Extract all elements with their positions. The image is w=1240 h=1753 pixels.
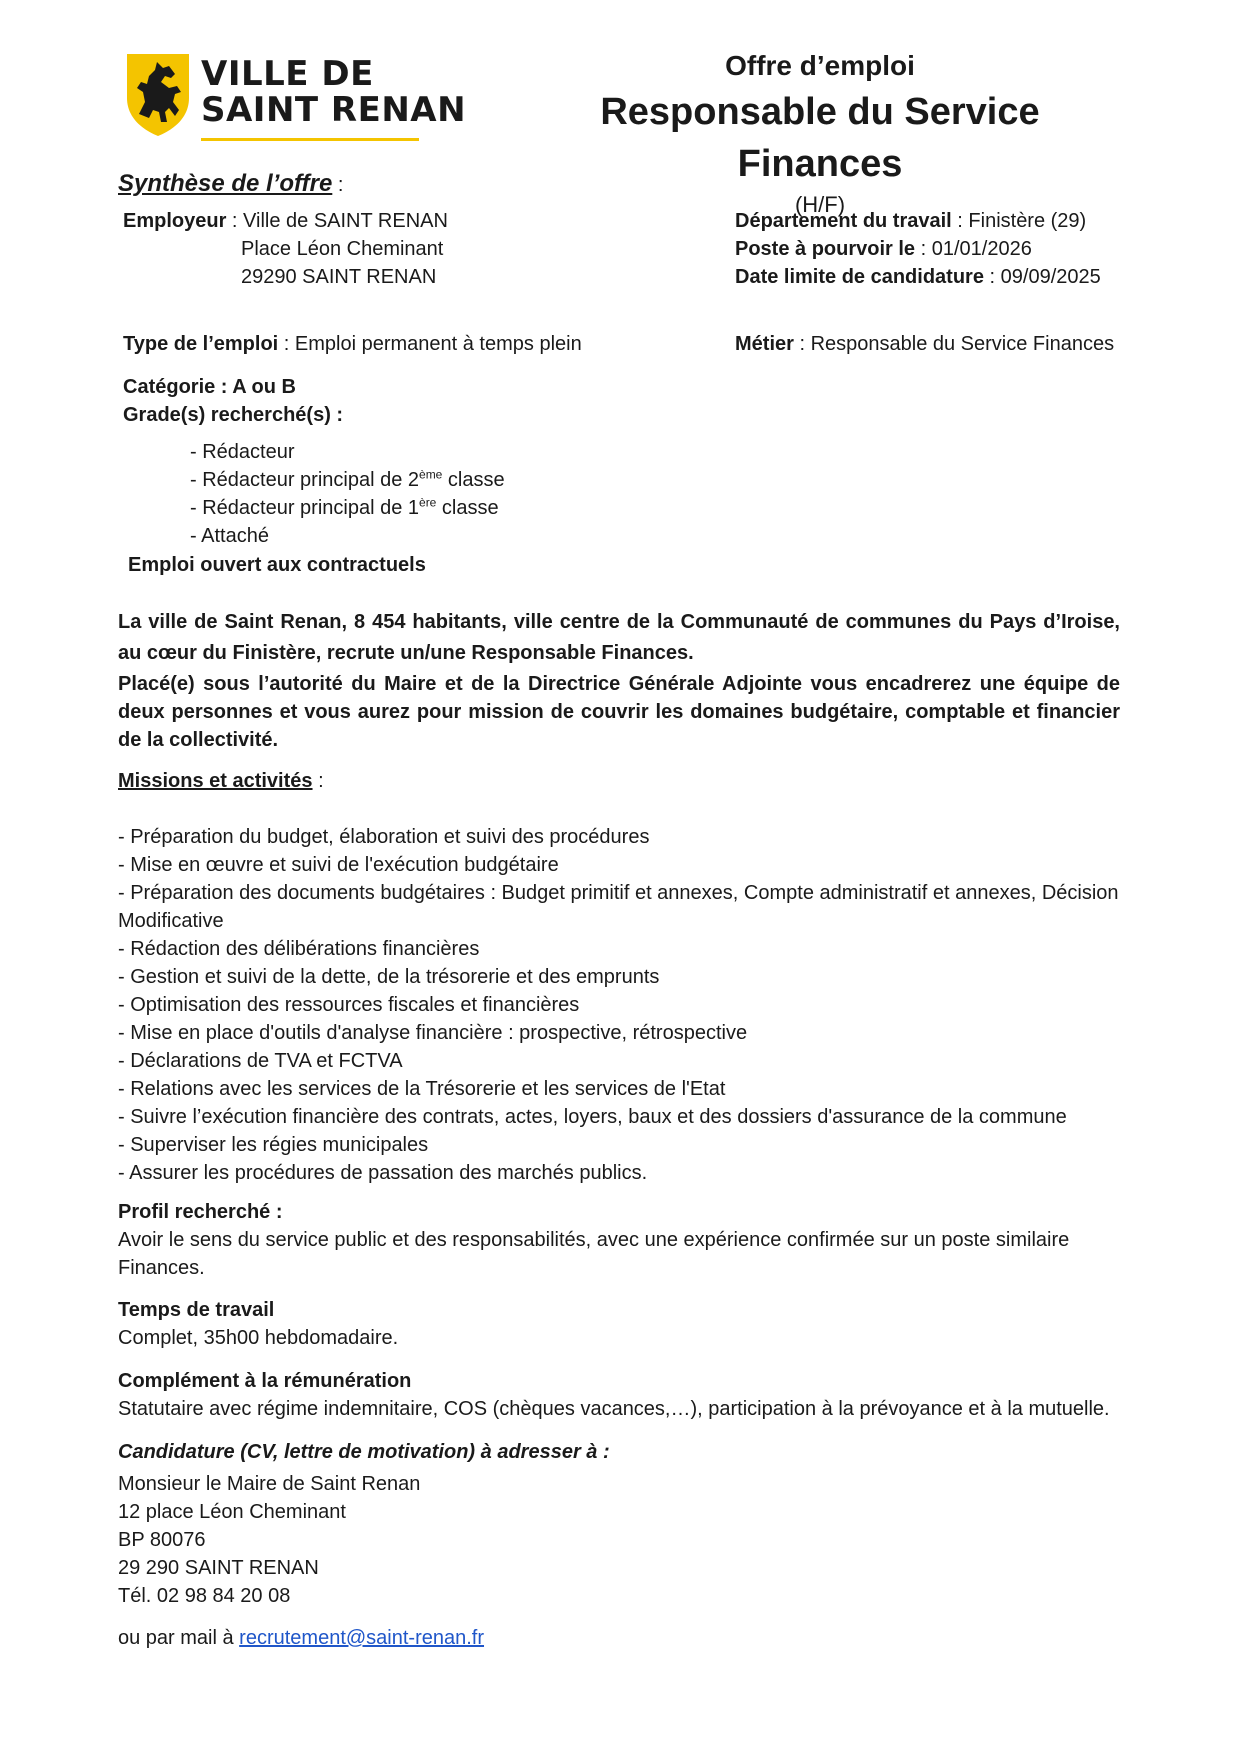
job-type-label: Type de l’emploi (123, 333, 279, 355)
offer-label: Offre d’emploi (725, 50, 915, 81)
logo-underline (201, 138, 419, 141)
mission-item: - Mise en place d'outils d'analyse financière : prospective, rétrospective (118, 1022, 748, 1044)
grade-text: classe (436, 497, 499, 519)
email-link[interactable]: recrutement@saint-renan.fr (239, 1627, 485, 1649)
profil-text: Avoir le sens du service public et des responsabilités, avec une expérience confirmée sur un poste similaire Finances. (118, 1229, 1070, 1279)
remuneration-text: Statutaire avec régime indemnitaire, COS (chèques vacances,…), participation à la prévoyance et à la mutuelle. (118, 1398, 1110, 1420)
mission-item: - Rédaction des délibérations financières (118, 938, 480, 960)
candidature-line: Tél. 02 98 84 20 08 (118, 1585, 291, 1607)
contractuels-note: Emploi ouvert aux contractuels (128, 554, 426, 576)
grade-item: - Attaché (190, 525, 269, 547)
grade-sup: ème (419, 467, 443, 482)
mission-item: - Assurer les procédures de passation des marchés publics. (118, 1162, 648, 1184)
employer-row (123, 207, 448, 235)
horse-shield-icon (125, 52, 191, 138)
mail-prefix: ou par mail à (118, 1627, 240, 1649)
department-label: Département du travail (735, 210, 952, 232)
mission-item: - Relations avec les services de la Trésorerie et les services de l'Etat (118, 1078, 726, 1100)
mission-item: - Optimisation des ressources fiscales et financières (118, 994, 580, 1016)
worktime-title: Temps de travail (118, 1299, 275, 1321)
logo-line-2: SAINT RENAN (201, 90, 467, 130)
candidature-line: Monsieur le Maire de Saint Renan (118, 1473, 421, 1495)
metier-label: Métier (735, 333, 794, 355)
department-row (735, 207, 1086, 235)
remuneration-title: Complément à la rémunération (118, 1370, 412, 1392)
missions-list (118, 823, 1128, 1187)
job-type-value: : Emploi permanent à temps plein (278, 333, 582, 355)
synthese-heading (118, 168, 343, 201)
employer-sep: : (226, 210, 244, 232)
intro-paragraph-2: Placé(e) sous l’autorité du Maire et de la Directrice Générale Adjointe vous encadrerez une équipe de deux personnes et vous aurez pour mission de couvrir les domaines budgétaire, comptable et financier de la collectivité. (118, 673, 1120, 751)
poste-label: Poste à pourvoir le (735, 238, 916, 260)
employer-address-2: 29290 SAINT RENAN (241, 266, 437, 288)
poste-value: : 01/01/2026 (915, 238, 1032, 260)
grade-item: - Rédacteur (190, 441, 295, 463)
candidature-line: 29 290 SAINT RENAN (118, 1557, 319, 1579)
mission-item: - Mise en œuvre et suivi de l'exécution budgétaire (118, 854, 559, 876)
mission-item: - Superviser les régies municipales (118, 1134, 429, 1156)
employer-address-1: Place Léon Cheminant (241, 238, 444, 260)
job-type-row (123, 330, 582, 358)
grades-list (190, 438, 505, 550)
missions-title: Missions et activités (118, 770, 313, 792)
remuneration-section (118, 1367, 1138, 1423)
grade-text: - Rédacteur principal de 1 (190, 497, 420, 519)
worktime-text: Complet, 35h00 hebdomadaire. (118, 1327, 399, 1349)
grade-text: - Rédacteur principal de 2 (190, 469, 420, 491)
grade-item (190, 466, 505, 494)
candidature-section (118, 1438, 1138, 1652)
employer-name: Ville de SAINT RENAN (243, 210, 448, 232)
worktime-section (118, 1296, 1138, 1352)
profil-section (118, 1198, 1138, 1282)
employer-label: Employeur (123, 210, 227, 232)
metier-row (735, 330, 1114, 358)
gender-label: (H/F) (794, 192, 846, 217)
mission-item: - Préparation des documents budgétaires : Budget primitif et annexes, Compte administratif et annexes, Décision Modificative (118, 882, 1119, 932)
metier-value: : Responsable du Service Finances (793, 333, 1115, 355)
profil-title: Profil recherché : (118, 1201, 283, 1223)
candidature-title: Candidature (CV, lettre de motivation) à adresser à : (118, 1441, 610, 1463)
mission-item: - Déclarations de TVA et FCTVA (118, 1050, 403, 1072)
page-title: Responsable du Service Finances (600, 91, 1040, 185)
missions-colon: : (312, 770, 324, 792)
poste-row (735, 235, 1032, 263)
candidature-line: BP 80076 (118, 1529, 206, 1551)
deadline-label: Date limite de candidature (735, 266, 984, 288)
category: Catégorie : A ou B (123, 376, 296, 398)
mail-row (118, 1624, 1138, 1652)
grades-label: Grade(s) recherché(s) : (123, 404, 344, 426)
mission-item: - Suivre l’exécution financière des contrats, actes, loyers, baux et des dossiers d'assurance de la commune (118, 1106, 1067, 1128)
title-block (520, 46, 1120, 220)
synthese-label: Synthèse de l’offre (118, 170, 333, 197)
mission-item: - Préparation du budget, élaboration et suivi des procédures (118, 826, 650, 848)
grade-sup: ère (419, 495, 437, 510)
grade-text: classe (442, 469, 505, 491)
mission-item: - Gestion et suivi de la dette, de la trésorerie et des emprunts (118, 966, 660, 988)
candidature-line: 12 place Léon Cheminant (118, 1501, 346, 1523)
department-value: : Finistère (29) (951, 210, 1087, 232)
logo-line-1: VILLE DE (201, 54, 374, 94)
deadline-value: : 09/09/2025 (983, 266, 1101, 288)
intro-paragraph-1: La ville de Saint Renan, 8 454 habitants, ville centre de la Communauté de communes du Pays d’Iroise, au cœur du Finistère, recrute un/une Responsable Finances. (118, 611, 1120, 664)
city-logo (125, 52, 467, 142)
missions-heading (118, 767, 324, 795)
grade-item (190, 494, 505, 522)
synthese-colon: : (332, 174, 344, 196)
deadline-row (735, 263, 1101, 291)
